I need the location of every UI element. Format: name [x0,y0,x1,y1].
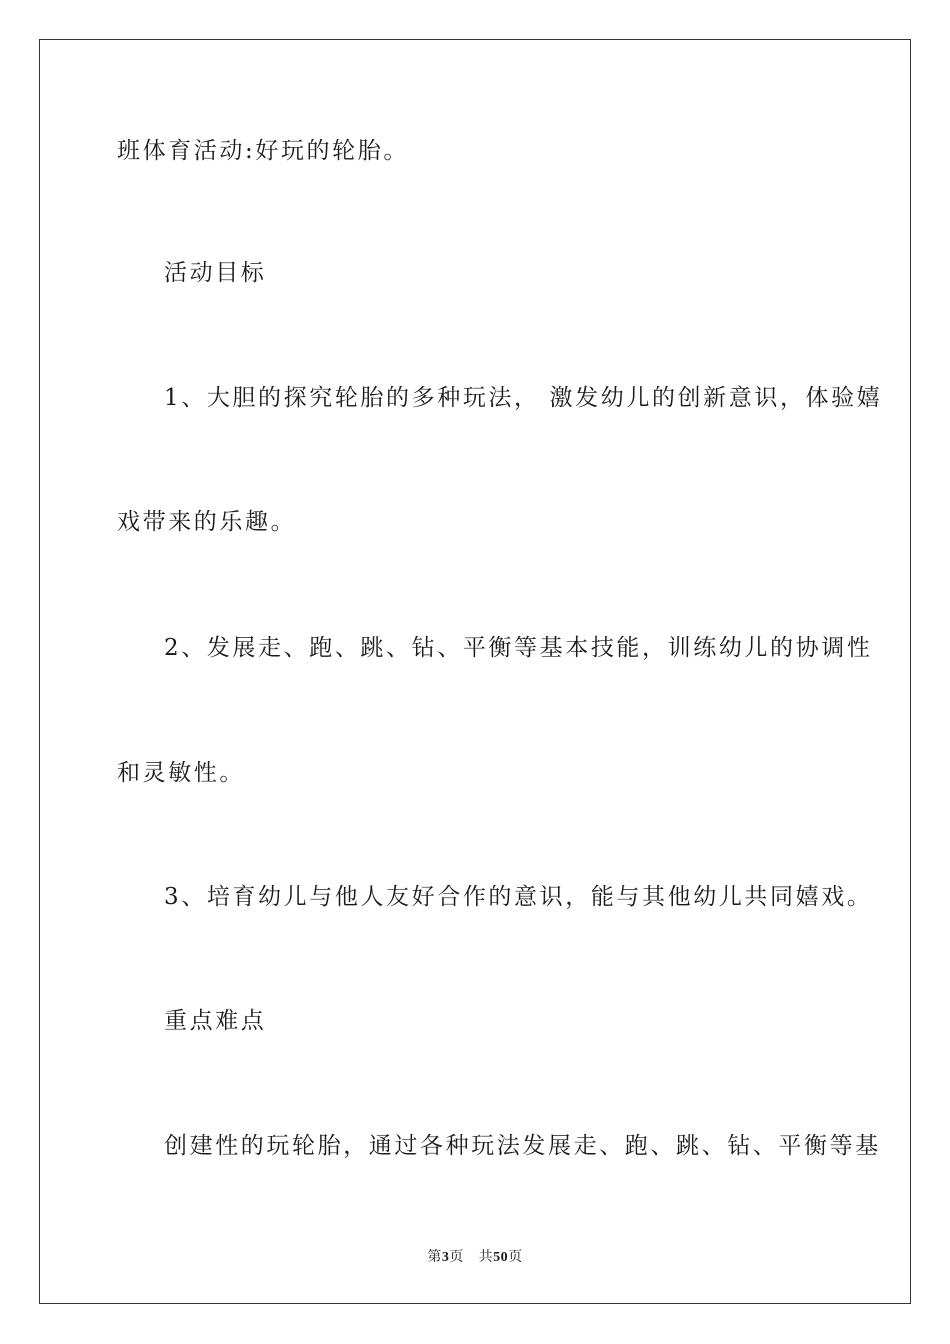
paragraph-line: 创建性的玩轮胎，通过各种玩法发展走、跑、跳、钻、平衡等基 [164,1133,881,1159]
paragraph-line: 和灵敏性。 [117,760,245,786]
footer-total-pages: 50 [493,1250,509,1265]
paragraph-line: 戏带来的乐趣。 [117,509,297,535]
paragraph-line: 1、大胆的探究轮胎的多种玩法， 激发幼儿的创新意识，体验嬉 [164,385,883,411]
section-heading: 活动目标 [164,260,267,286]
paragraph-line: 3、培育幼儿与他人友好合作的意识，能与其他幼儿共同嬉戏。 [164,884,873,910]
page-footer [0,1246,950,1266]
paragraph-line: 2、发展走、跑、跳、钻、平衡等基本技能，训练幼儿的协调性 [164,635,873,661]
footer-page-number: 3 [441,1250,450,1265]
paragraph-line: 班体育活动:好玩的轮胎。 [117,138,409,164]
footer-page-suffix: 页 [449,1249,464,1265]
page-border [39,39,911,1304]
section-heading: 重点难点 [164,1008,267,1034]
footer-total-suffix: 页 [508,1249,523,1265]
footer-total-prefix: 共 [478,1249,494,1265]
footer-page-prefix: 第 [427,1249,442,1265]
